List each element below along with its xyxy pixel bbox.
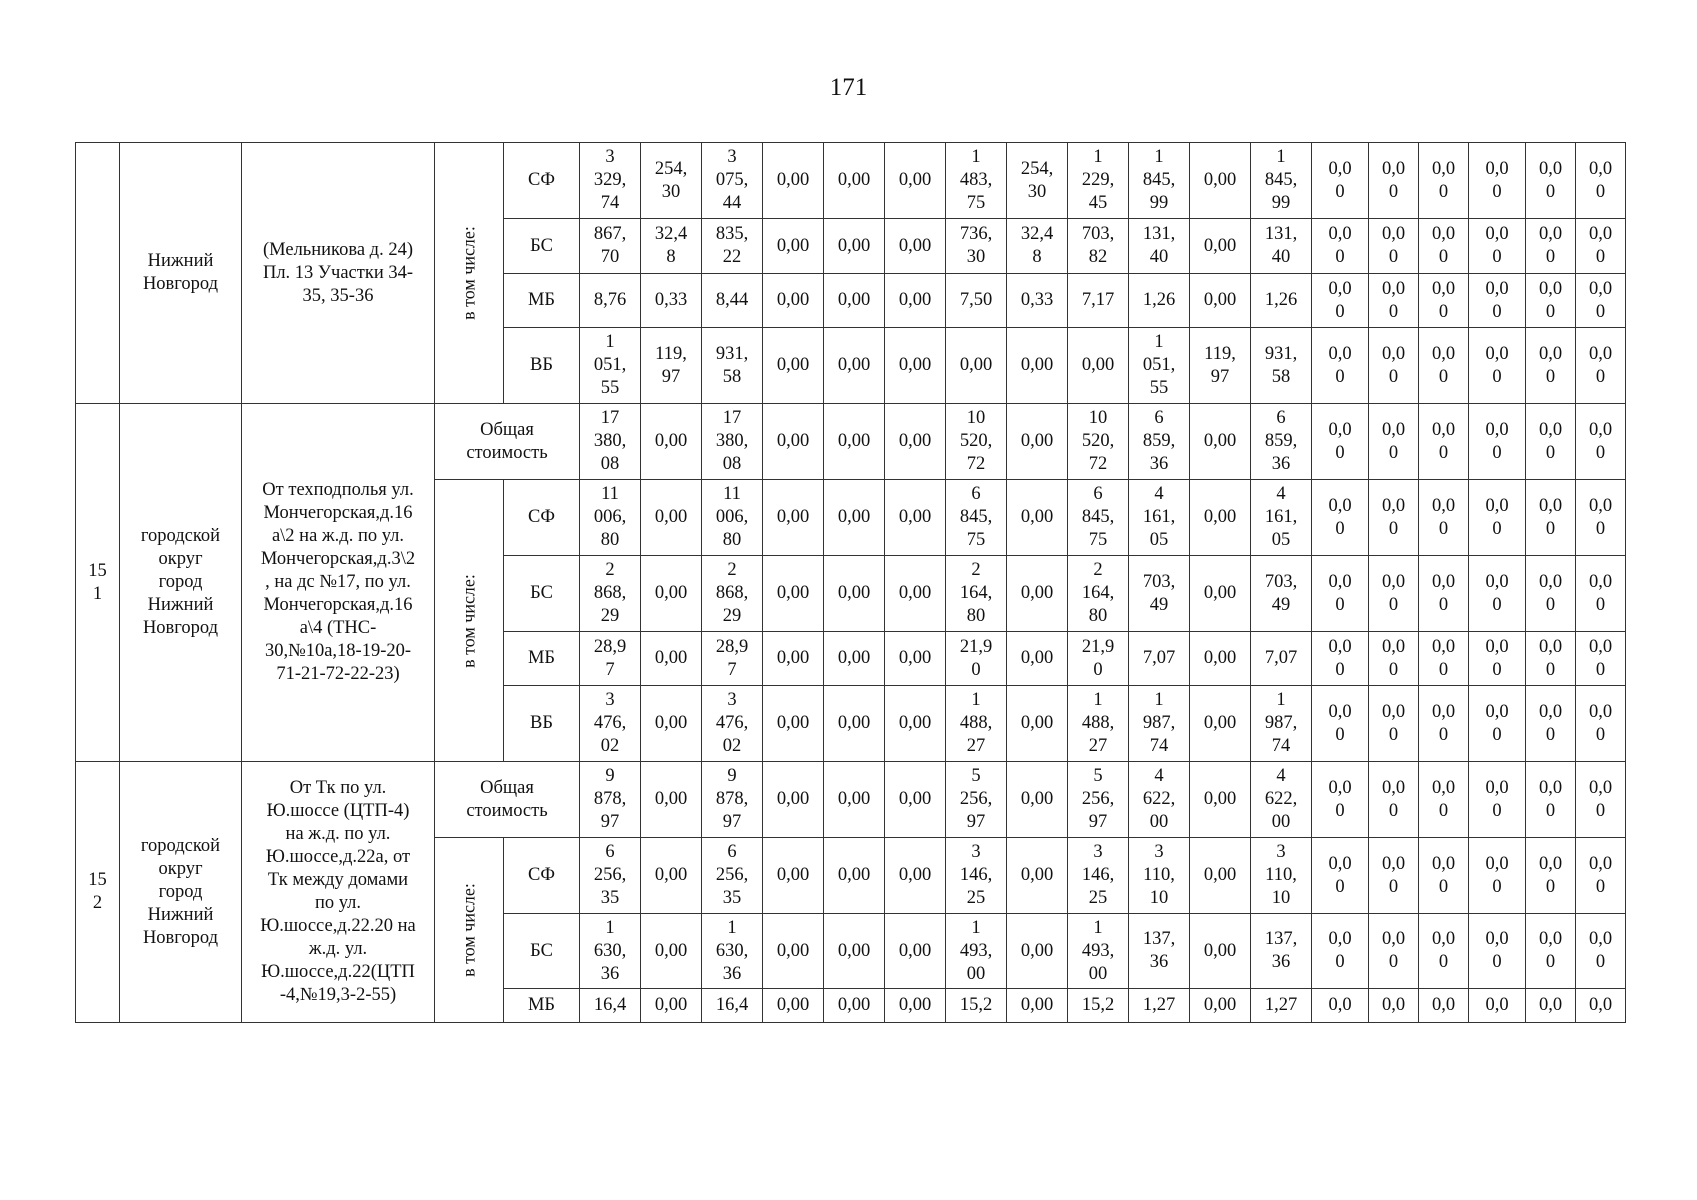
funding-category: ВБ [504,686,580,762]
page-number: 171 [829,74,868,101]
value-cell: 0,0 0 [1576,556,1626,632]
value-cell: 0,00 [824,143,885,219]
object-description: От Тк по ул. Ю.шоссе (ЦТП-4) на ж.д. по ул. Ю.шоссе,д.22а, от Тк между домами по ул. Ю.шоссе,д.22.20 на ж.д. ул. Ю.шоссе,д.22(ЦТП -4,№19,3-2-55) [242,762,435,1023]
value-cell: 0,00 [885,914,946,989]
value-cell: 0,00 [824,914,885,989]
value-cell: 0,00 [763,838,824,914]
value-cell: 5 256, 97 [946,762,1007,838]
value-cell: 8,44 [702,274,763,328]
value-cell: 11 006, 80 [580,480,641,556]
value-cell: 703, 49 [1129,556,1190,632]
value-cell: 0,0 0 [1469,404,1526,480]
value-cell: 0,00 [1190,480,1251,556]
value-cell: 15,2 [946,989,1007,1023]
value-cell: 1,27 [1251,989,1312,1023]
value-cell: 0,00 [1007,480,1068,556]
value-cell: 0,0 0 [1369,404,1419,480]
value-cell: 0,00 [641,838,702,914]
value-cell: 137, 36 [1251,914,1312,989]
value-cell: 0,00 [824,274,885,328]
value-cell: 0,00 [1007,632,1068,686]
value-cell: 0,00 [641,632,702,686]
value-cell: 931, 58 [1251,328,1312,404]
value-cell: 0,0 0 [1576,274,1626,328]
value-cell: 0,0 0 [1526,274,1576,328]
value-cell: 0,0 0 [1419,404,1469,480]
value-cell: 0,0 [1312,989,1369,1023]
value-cell: 0,0 0 [1576,632,1626,686]
value-cell: 0,00 [763,480,824,556]
value-cell: 0,00 [1007,762,1068,838]
value-cell: 1 051, 55 [1129,328,1190,404]
value-cell: 0,0 0 [1526,404,1576,480]
value-cell: 2 164, 80 [1068,556,1129,632]
value-cell: 0,00 [1190,989,1251,1023]
value-cell: 0,0 0 [1526,219,1576,274]
value-cell: 254, 30 [1007,143,1068,219]
value-cell: 6 256, 35 [580,838,641,914]
value-cell: 0,0 0 [1576,686,1626,762]
value-cell: 835, 22 [702,219,763,274]
value-cell: 2 868, 29 [702,556,763,632]
value-cell: 0,0 0 [1369,328,1419,404]
value-cell: 0,00 [641,686,702,762]
value-cell: 0,0 0 [1312,632,1369,686]
value-cell: 1 987, 74 [1251,686,1312,762]
value-cell: 1 630, 36 [580,914,641,989]
value-cell: 3 110, 10 [1251,838,1312,914]
value-cell: 0,0 0 [1369,480,1419,556]
value-cell: 0,00 [824,219,885,274]
value-cell: 0,33 [641,274,702,328]
value-cell: 0,00 [641,914,702,989]
value-cell: 0,00 [763,219,824,274]
object-description: От техподполья ул. Мончегорская,д.16 а\2 на ж.д. по ул. Мончегорская,д.3\2 , на дс №17, по ул. Мончегорская,д.16 а\4 (ТНС- 30,№10а,18-19-20- 71-21-72-22-23) [242,404,435,762]
value-cell: 8,76 [580,274,641,328]
value-cell: 0,00 [1190,632,1251,686]
in-that-number-label: в том числе: [458,883,479,977]
funding-category: ВБ [504,328,580,404]
value-cell: 32,4 8 [641,219,702,274]
in-that-number-cell [435,480,504,762]
value-cell: 0,0 0 [1419,556,1469,632]
value-cell: 0,0 0 [1526,838,1576,914]
value-cell: 4 622, 00 [1129,762,1190,838]
value-cell: 3 476, 02 [580,686,641,762]
value-cell: 0,0 0 [1576,404,1626,480]
value-cell: 0,0 0 [1312,838,1369,914]
value-cell: 119, 97 [641,328,702,404]
row-number: 15 2 [76,762,120,1023]
value-cell: 0,00 [1190,686,1251,762]
value-cell: 131, 40 [1129,219,1190,274]
table-row [76,762,1626,838]
value-cell: 0,00 [763,328,824,404]
value-cell: 0,0 0 [1526,762,1576,838]
value-cell: 0,0 0 [1419,219,1469,274]
value-cell: 0,00 [641,556,702,632]
value-cell: 1 845, 99 [1251,143,1312,219]
value-cell: 0,00 [824,632,885,686]
value-cell: 21,9 0 [946,632,1007,686]
value-cell: 0,0 0 [1469,838,1526,914]
value-cell: 0,0 0 [1526,143,1576,219]
value-cell: 0,0 0 [1469,686,1526,762]
funding-category: МБ [504,989,580,1023]
value-cell: 0,0 0 [1576,143,1626,219]
value-cell: 3 146, 25 [946,838,1007,914]
value-cell: 0,00 [885,762,946,838]
value-cell: 9 878, 97 [702,762,763,838]
value-cell: 0,0 0 [1369,914,1419,989]
value-cell: 5 256, 97 [1068,762,1129,838]
value-cell: 0,00 [824,686,885,762]
value-cell: 16,4 [702,989,763,1023]
value-cell: 0,00 [885,556,946,632]
value-cell: 0,00 [1007,914,1068,989]
value-cell: 1,26 [1129,274,1190,328]
value-cell: 0,00 [1190,914,1251,989]
value-cell: 0,0 0 [1312,143,1369,219]
value-cell: 0,0 0 [1312,328,1369,404]
value-cell: 0,00 [885,838,946,914]
value-cell: 0,0 0 [1369,219,1419,274]
value-cell: 11 006, 80 [702,480,763,556]
value-cell: 0,0 0 [1369,838,1419,914]
value-cell: 21,9 0 [1068,632,1129,686]
in-that-number-label: в том числе: [458,573,479,668]
value-cell: 15,2 [1068,989,1129,1023]
value-cell: 0,0 0 [1419,143,1469,219]
value-cell: 0,0 0 [1369,762,1419,838]
value-cell: 0,00 [1190,838,1251,914]
value-cell: 7,50 [946,274,1007,328]
value-cell: 0,0 [1369,989,1419,1023]
value-cell: 7,07 [1251,632,1312,686]
funding-category: БС [504,556,580,632]
value-cell: 0,0 0 [1576,838,1626,914]
value-cell: 0,00 [824,328,885,404]
value-cell: 0,00 [1190,762,1251,838]
value-cell: 0,0 0 [1576,480,1626,556]
value-cell: 0,0 0 [1576,914,1626,989]
value-cell: 0,00 [1007,838,1068,914]
value-cell: 4 161, 05 [1251,480,1312,556]
value-cell: 0,00 [1007,328,1068,404]
value-cell: 16,4 [580,989,641,1023]
value-cell: 0,00 [763,686,824,762]
value-cell: 0,00 [1190,274,1251,328]
value-cell: 0,0 0 [1576,328,1626,404]
value-cell: 0,0 0 [1526,556,1576,632]
value-cell: 1 493, 00 [946,914,1007,989]
value-cell: 0,00 [824,480,885,556]
row-number: 15 1 [76,404,120,762]
value-cell: 0,0 0 [1369,556,1419,632]
value-cell: 0,0 0 [1469,632,1526,686]
value-cell: 0,00 [885,404,946,480]
value-cell: 6 256, 35 [702,838,763,914]
value-cell: 0,0 0 [1469,762,1526,838]
value-cell: 0,0 [1469,989,1526,1023]
value-cell: 17 380, 08 [580,404,641,480]
value-cell: 867, 70 [580,219,641,274]
value-cell: 0,00 [1190,143,1251,219]
value-cell: 0,0 [1526,989,1576,1023]
value-cell: 0,0 0 [1526,686,1576,762]
value-cell: 254, 30 [641,143,702,219]
value-cell: 0,00 [1190,556,1251,632]
in-that-number-cell [435,143,504,404]
value-cell: 119, 97 [1190,328,1251,404]
value-cell: 0,0 0 [1526,480,1576,556]
value-cell: 0,33 [1007,274,1068,328]
district-cell: Нижний Новгород [120,143,242,404]
value-cell: 3 110, 10 [1129,838,1190,914]
value-cell: 0,0 0 [1526,328,1576,404]
value-cell: 0,0 0 [1469,914,1526,989]
value-cell: 28,9 7 [702,632,763,686]
value-cell: 6 845, 75 [1068,480,1129,556]
value-cell: 1 630, 36 [702,914,763,989]
funding-category: БС [504,914,580,989]
value-cell: 0,00 [885,143,946,219]
total-cost-label: Общая стоимость [435,762,580,838]
value-cell: 0,0 0 [1419,686,1469,762]
value-cell: 9 878, 97 [580,762,641,838]
value-cell: 0,00 [885,686,946,762]
value-cell: 0,0 0 [1419,838,1469,914]
value-cell: 0,00 [641,480,702,556]
value-cell: 0,0 0 [1312,404,1369,480]
total-cost-label: Общая стоимость [435,404,580,480]
in-that-number-cell [435,838,504,1023]
value-cell: 0,0 0 [1312,762,1369,838]
budget-table [75,142,1626,1023]
in-that-number-label: в том числе: [458,226,479,320]
value-cell: 0,0 [1576,989,1626,1023]
value-cell: 6 845, 75 [946,480,1007,556]
funding-category: БС [504,219,580,274]
value-cell: 0,00 [641,404,702,480]
value-cell: 703, 82 [1068,219,1129,274]
value-cell: 4 622, 00 [1251,762,1312,838]
value-cell: 0,00 [824,838,885,914]
value-cell: 1 488, 27 [1068,686,1129,762]
value-cell: 0,0 0 [1576,219,1626,274]
value-cell: 10 520, 72 [946,404,1007,480]
value-cell: 0,0 0 [1312,219,1369,274]
value-cell: 0,0 0 [1312,556,1369,632]
value-cell: 1 493, 00 [1068,914,1129,989]
value-cell: 736, 30 [946,219,1007,274]
value-cell: 0,0 0 [1419,914,1469,989]
value-cell: 2 164, 80 [946,556,1007,632]
value-cell: 0,00 [824,556,885,632]
value-cell: 3 329, 74 [580,143,641,219]
value-cell: 0,00 [946,328,1007,404]
value-cell: 32,4 8 [1007,219,1068,274]
value-cell: 0,0 0 [1526,632,1576,686]
value-cell: 0,0 0 [1419,480,1469,556]
funding-category: СФ [504,480,580,556]
value-cell: 3 075, 44 [702,143,763,219]
value-cell: 0,00 [763,143,824,219]
value-cell: 0,00 [763,762,824,838]
value-cell: 0,0 0 [1419,762,1469,838]
value-cell: 0,0 0 [1369,274,1419,328]
value-cell: 4 161, 05 [1129,480,1190,556]
value-cell: 10 520, 72 [1068,404,1129,480]
district-cell: городской округ город Нижний Новгород [120,404,242,762]
value-cell: 0,00 [824,989,885,1023]
funding-category: СФ [504,143,580,219]
value-cell: 1,26 [1251,274,1312,328]
value-cell: 0,00 [824,762,885,838]
value-cell: 7,17 [1068,274,1129,328]
value-cell: 931, 58 [702,328,763,404]
value-cell: 131, 40 [1251,219,1312,274]
value-cell: 0,00 [1007,556,1068,632]
value-cell: 2 868, 29 [580,556,641,632]
district-cell: городской округ город Нижний Новгород [120,762,242,1023]
value-cell: 0,00 [885,989,946,1023]
value-cell: 137, 36 [1129,914,1190,989]
row-number [76,143,120,404]
value-cell: 0,00 [641,989,702,1023]
value-cell: 0,00 [1007,989,1068,1023]
value-cell: 1 483, 75 [946,143,1007,219]
value-cell: 0,0 0 [1526,914,1576,989]
value-cell: 0,0 0 [1419,632,1469,686]
value-cell: 0,0 0 [1419,328,1469,404]
funding-category: МБ [504,274,580,328]
value-cell: 0,0 0 [1312,274,1369,328]
value-cell: 0,00 [1007,404,1068,480]
value-cell: 0,00 [763,914,824,989]
value-cell: 1 845, 99 [1129,143,1190,219]
value-cell: 0,00 [1007,686,1068,762]
value-cell: 0,00 [763,632,824,686]
value-cell: 0,0 0 [1469,556,1526,632]
value-cell: 703, 49 [1251,556,1312,632]
value-cell: 3 146, 25 [1068,838,1129,914]
value-cell: 0,0 0 [1469,219,1526,274]
value-cell: 0,0 0 [1369,686,1419,762]
value-cell: 0,00 [885,219,946,274]
value-cell: 0,0 0 [1312,686,1369,762]
value-cell: 0,00 [641,762,702,838]
value-cell: 1 051, 55 [580,328,641,404]
value-cell: 0,0 0 [1469,143,1526,219]
value-cell: 0,00 [1068,328,1129,404]
value-cell: 0,00 [763,274,824,328]
value-cell: 0,0 0 [1312,480,1369,556]
value-cell: 3 476, 02 [702,686,763,762]
value-cell: 0,0 0 [1576,762,1626,838]
value-cell: 6 859, 36 [1129,404,1190,480]
value-cell: 7,07 [1129,632,1190,686]
value-cell: 17 380, 08 [702,404,763,480]
value-cell: 0,0 0 [1419,274,1469,328]
value-cell: 0,00 [1190,219,1251,274]
object-description: (Мельникова д. 24) Пл. 13 Участки 34- 35, 35-36 [242,143,435,404]
value-cell: 0,00 [885,274,946,328]
value-cell: 1,27 [1129,989,1190,1023]
value-cell: 0,0 0 [1312,914,1369,989]
value-cell: 28,9 7 [580,632,641,686]
value-cell: 0,00 [824,404,885,480]
value-cell: 0,00 [885,328,946,404]
value-cell: 0,00 [763,556,824,632]
value-cell: 0,00 [763,989,824,1023]
table-row [76,143,1626,219]
value-cell: 0,0 0 [1469,328,1526,404]
value-cell: 0,00 [885,632,946,686]
value-cell: 0,0 [1419,989,1469,1023]
value-cell: 0,00 [885,480,946,556]
value-cell: 1 488, 27 [946,686,1007,762]
value-cell: 0,0 0 [1369,632,1419,686]
value-cell: 6 859, 36 [1251,404,1312,480]
value-cell: 0,0 0 [1469,480,1526,556]
funding-category: СФ [504,838,580,914]
value-cell: 0,00 [763,404,824,480]
value-cell: 1 229, 45 [1068,143,1129,219]
table-row [76,404,1626,480]
value-cell: 0,0 0 [1369,143,1419,219]
funding-category: МБ [504,632,580,686]
value-cell: 0,00 [1190,404,1251,480]
value-cell: 0,0 0 [1469,274,1526,328]
value-cell: 1 987, 74 [1129,686,1190,762]
